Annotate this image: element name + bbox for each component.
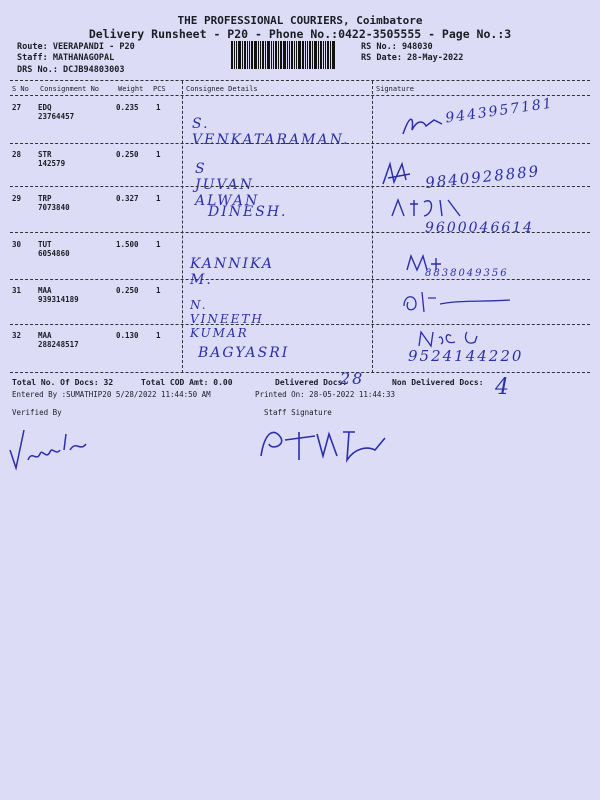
printed-on: Printed On: 28-05-2022 11:44:33 (255, 390, 395, 399)
consignee-handwriting: S. VENKATARAMAN. (192, 116, 350, 148)
signature-scribble (390, 196, 470, 222)
barcode-bar (314, 41, 317, 69)
barcode-bar (236, 41, 237, 69)
row-weight: 1.500 (116, 240, 139, 249)
row-consignment: TUT 6054860 (38, 240, 70, 258)
barcode-bar (298, 41, 301, 69)
consignee-handwriting: KANNIKA M. (190, 256, 275, 288)
row-pcs: 1 (156, 286, 161, 295)
consignee-handwriting: BAGYASRI (198, 345, 290, 361)
column-divider (372, 81, 373, 373)
barcode-bar (280, 41, 282, 69)
row-weight: 0.250 (116, 150, 139, 159)
barcode-bar (273, 41, 274, 69)
signature-scribble (380, 160, 430, 190)
drs-number: DRS No.: DCJB94803003 (17, 65, 125, 75)
barcode-bar (294, 41, 295, 69)
row-weight: 0.130 (116, 331, 139, 340)
barcode-bar (267, 41, 270, 69)
barcode (231, 41, 341, 69)
row-divider (10, 324, 590, 325)
non-delivered-value: 4 (495, 375, 511, 400)
divider (10, 80, 590, 81)
signature-scribble (400, 112, 460, 142)
entered-by: Entered By :SUMATHIP20 5/28/2022 11:44:50 AM (12, 390, 211, 399)
barcode-bar (287, 41, 288, 69)
row-sno: 27 (12, 103, 22, 112)
row-weight: 0.327 (116, 194, 139, 203)
rs-number: RS No.: 948030 (361, 42, 433, 52)
column-divider (182, 81, 183, 373)
total-cod: Total COD Amt: 0.00 (141, 378, 233, 387)
signature-handwriting: 9443957181 (444, 95, 555, 127)
barcode-bar (258, 41, 259, 69)
barcode-bar (254, 41, 257, 69)
barcode-bar (234, 41, 235, 69)
row-sno: 28 (12, 150, 22, 159)
barcode-bar (320, 41, 322, 69)
barcode-bar (318, 41, 319, 69)
barcode-bar (251, 41, 253, 69)
barcode-bar (305, 41, 306, 69)
row-divider (10, 232, 590, 233)
barcode-bar (260, 41, 261, 69)
row-sno: 29 (12, 194, 22, 203)
barcode-bar (332, 41, 335, 69)
signature-scribble (400, 288, 530, 318)
barcode-bar (291, 41, 293, 69)
row-weight: 0.250 (116, 286, 139, 295)
barcode-bar (231, 41, 233, 69)
divider (10, 95, 590, 96)
col-pcs: PCS (153, 85, 166, 93)
signature-handwriting: 9600046614 (425, 220, 535, 236)
barcode-bar (262, 41, 264, 69)
barcode-bar (249, 41, 250, 69)
col-weight: Weight (118, 85, 144, 93)
consignee-handwriting: N. VINEETH KUMAR (190, 298, 264, 340)
row-divider (10, 279, 590, 280)
barcode-bar (312, 41, 313, 69)
row-pcs: 1 (156, 331, 161, 340)
delivered-docs-value: 28 (340, 369, 365, 388)
consignee-handwriting: S JUVAN ALWAN (195, 161, 260, 209)
barcode-bar (325, 41, 326, 69)
delivered-docs-label: Delivered Docs: (275, 378, 348, 387)
company-title: THE PROFESSIONAL COURIERS, Coimbatore (177, 14, 423, 27)
barcode-bar (244, 41, 246, 69)
barcode-bar (289, 41, 290, 69)
signature-handwriting: 9840928889 (424, 162, 542, 192)
barcode-bar (302, 41, 304, 69)
row-consignment: STR 142579 (38, 150, 66, 168)
non-delivered-label: Non Delivered Docs: (392, 378, 484, 387)
row-sno: 32 (12, 331, 22, 340)
barcode-bar (330, 41, 331, 69)
verified-by-label: Verified By (12, 408, 62, 417)
barcode-bar (238, 41, 241, 69)
barcode-bar (307, 41, 308, 69)
signature-scribble (415, 328, 505, 350)
barcode-bar (271, 41, 272, 69)
staff-label: Staff: MATHANAGOPAL (17, 53, 115, 63)
col-sno: S No (12, 85, 29, 93)
row-consignment: TRP 7073840 (38, 194, 70, 212)
barcode-bar (309, 41, 311, 69)
staff-signature (255, 420, 395, 470)
route-label: Route: VEERAPANDI - P20 (17, 42, 135, 52)
total-docs: Total No. Of Docs: 32 (12, 378, 114, 387)
row-divider (10, 143, 590, 144)
row-consignment: EDQ 23764457 (38, 103, 75, 121)
row-sno: 31 (12, 286, 22, 295)
barcode-bar (323, 41, 324, 69)
barcode-bar (247, 41, 248, 69)
verifier-signature (6, 420, 106, 480)
row-pcs: 1 (156, 103, 161, 112)
col-signature: Signature (376, 85, 414, 93)
signature-handwriting: 9524144220 (408, 347, 524, 365)
barcode-bar (327, 41, 329, 69)
col-consignee: Consignee Details (186, 85, 258, 93)
consignee-handwriting: DINESH. (208, 204, 288, 220)
row-divider (10, 372, 590, 373)
barcode-bar (242, 41, 243, 69)
rs-date: RS Date: 28-May-2022 (361, 53, 464, 63)
barcode-bar (283, 41, 286, 69)
signature-handwriting: 8838049356 (425, 268, 509, 279)
row-pcs: 1 (156, 240, 161, 249)
runsheet-title: Delivery Runsheet - P20 - Phone No.:0422-3505555 - Page No.:3 (88, 27, 512, 41)
col-consignment: Consignment No (40, 85, 100, 93)
row-pcs: 1 (156, 150, 161, 159)
barcode-bar (265, 41, 266, 69)
row-consignment: MAA 288248517 (38, 331, 79, 349)
barcode-bar (278, 41, 279, 69)
row-pcs: 1 (156, 194, 161, 203)
barcode-bar (275, 41, 277, 69)
row-weight: 0.235 (116, 103, 139, 112)
row-sno: 30 (12, 240, 22, 249)
barcode-bar (296, 41, 297, 69)
row-consignment: MAA 939314189 (38, 286, 79, 304)
staff-signature-label: Staff Signature (264, 408, 332, 417)
row-divider (10, 186, 590, 187)
signature-scribble (405, 252, 445, 274)
